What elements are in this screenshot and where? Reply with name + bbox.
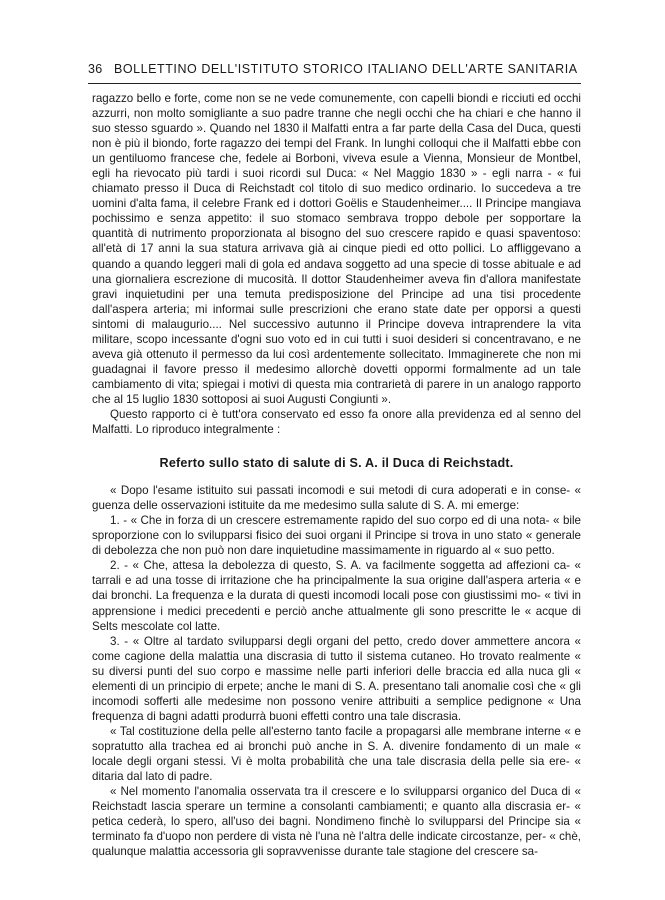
paragraph-1: ragazzo bello e forte, come non se ne vede comunemente, con capelli biondi e ricciuti ed occhi azzurri, non molto somigliante a suo padre tranne che negli occhi che ha chiari e che hanno il suo stesso sguardo ». Quando nel 1830 il Malfatti entra a far parte della Casa del Duca, questi non è più il biondo, forte ragazzo dei tempi del Frank. In lunghi colloqui che il Malfatti ebbe con un gentiluomo francese che, fedele ai Borboni, viveva esule a Vienna, Monsieur de Montbel, egli ha rievocato più tardi i suoi ricordi sul Duca: « Nel Maggio 1830 » - egli narra - « fui chiamato presso il Duca di Reichstadt col titolo di suo medico ordinario. Io succedeva a tre uomini d'alta fama, il celebre Frank ed i dottori Goëlis e Staudenheimer.... Il Principe mangiava pochissimo e senza appetito: il suo stomaco sembrava troppo debole per sopportare la quantità di nutrimento proporzionata al bisogno del suo crescere rapido e quasi spaventoso: all'età di 17 anni la sua statura arrivava già ai cinque piedi ed otto pollici. Lo affliggevano a quando a quando leggeri mali di gola ed andava soggetto ad una specie di tosse abituale e ad una giornaliera escrezione di mucosità. Il dottor Staudenheimer aveva fin d'allora manifestate gravi inquietudini per una temuta predisposizione del Principe ad una tisi procedente dall'aspera arteria; mi informai sulle prescrizioni che erano state date per opporsi a questi sintomi di malaugurio.... Nel successivo autunno il Principe doveva intraprendere la vita militare, scopo incessante d'ogni suo voto ed in cui tutti i suoi desideri si concentravano, e ne aveva già ottenuto il permesso da lui così ardentemente sollecitato. Immaginerete che non mi guadagnai il favore presso il medesimo allorchè dovetti oppormi formalmente ad un tale cambiamento di vita; spiegai i motivi di questa mia contrarietà di parere in un analogo rapporto che al 15 luglio 1830 sottoposi ai suoi Augusti Congiunti ». [92,92,581,406]
quote-point-3: 3. - « Oltre al tardato svilupparsi degli organi del petto, credo dover ammettere ancora « come cagione della malattia una discrasia di tutto il sistema cutaneo. Ho trovato realmente « su diversi punti del suo corpo e massime nelle parti inferiori delle braccia ed alla nuca gli « elementi di un principio di erpete; anche le mani di S. A. presentano tali anomalie così che « gli incomodi sofferti alle medesime non possono venire attribuiti a semplice pedignone « Una frequenza di bagni adatti produrrà buoni effetti contro una tale discrasia. [92,634,581,723]
page-header [88,62,588,80]
running-title: BOLLETTINO DELL'ISTITUTO STORICO ITALIANO DELL'ARTE SANITARIA [114,62,578,76]
quote-point-1: 1. - « Che in forza di un crescere estremamente rapido del suo corpo ed di una nota- « bile sproporzione con lo svilupparsi fisico dei suoi organi il Principe si trova in uno stato « generale di debolezza che non può non dare inquietudine massimamente in riguardo al « suo petto. [92,514,581,558]
paragraph-2: Questo rapporto ci è tutt'ora conservato ed esso fa onore alla previdenza ed al senno del Malfatti. Lo riproduco integralmente : [92,407,581,437]
page-body [92,91,581,859]
quote-intro: « Dopo l'esame istituito sui passati incomodi e sui metodi di cura adoperati e in conse- « guenza delle osservazioni istituite da me medesimo sulla salute di S. A. mi emerge: [92,484,581,513]
header-rule [88,83,581,84]
quote-paragraph-5: « Nel momento l'anomalia osservata tra il crescere e lo svilupparsi organico del Duca di « Reichstadt lascia sperare un termine a consolanti cambiamenti; e quanto alla discrasia er- « petica cederà, lo spero, all'uso dei bagni. Nondimeno finchè lo svilupparsi del Principe sia « terminato fa d'uopo non perdere di vista nè l'una nè l'altra delle indicate circostanze, per- « chè, qualunque malattia accessoria gli sopravvenisse durante tale stagione del crescere sa- [92,785,581,859]
page-number: 36 [88,62,103,76]
quote-point-2: 2. - « Che, attesa la debolezza di questo, S. A. va facilmente soggetta ad affezioni ca- « tarrali e ad una tosse di irritazione che ha principalmente la sua origine dall'aspera arteria « e dai bronchi. La frequenza e la durata di questi incomodi locali pose con giustissimi mo- « tivi in apprensione i medici precedenti e perciò anche attualmente gli sono prescritte le « acque di Selts mescolate col latte. [92,559,581,633]
section-heading: Referto sullo stato di salute di S. A. il Duca di Reichstadt. [159,456,514,471]
quote-paragraph-4: « Tal costituzione della pelle all'esterno tanto facile a propagarsi alle membrane interne « e sopratutto alla trachea ed ai bronchi può anche in S. A. divenire fondamento di un male « locale degli organi stessi. Vi è molta probabilità che una tale discrasia della pelle sia ere- « ditaria dal lato di padre. [92,724,581,784]
